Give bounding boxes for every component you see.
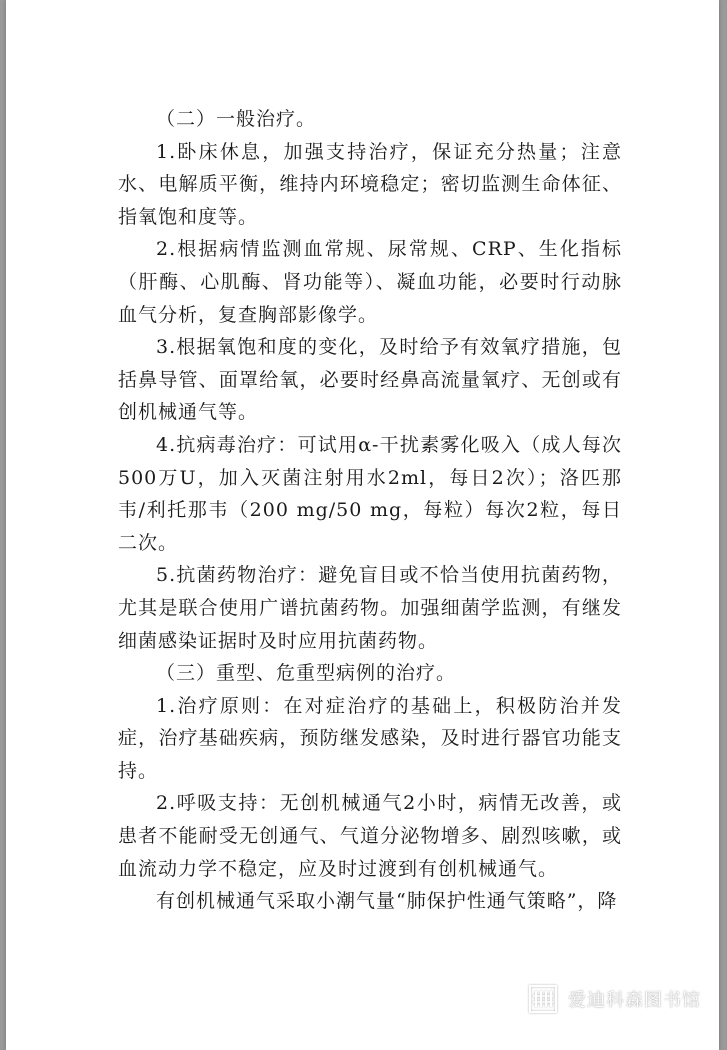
paragraph-general-1: 1.卧床休息，加强支持治疗，保证充分热量；注意水、电解质平衡，维持内环境稳定；密切监测生命体征、指氧饱和度等。 — [118, 140, 622, 228]
watermark — [528, 984, 701, 1014]
paragraph-general-4: 4.抗病毒治疗：可试用α-干扰素雾化吸入（成人每次500万U，加入灭菌注射用水2ml，每日2次）；洛匹那韦/利托那韦（200 mg/50 mg，每粒）每次2粒，每日二次。 — [118, 433, 622, 554]
document-page — [6, 0, 719, 1050]
watermark-text: 爱迪科森图书馆 — [568, 990, 701, 1011]
document-body — [118, 103, 622, 918]
section-heading-general-treatment: （二）一般治疗。 — [156, 108, 317, 130]
section-heading-severe-cases: （三）重型、危重型病例的治疗。 — [156, 662, 457, 685]
paragraph-severe-1: 1.治疗原则：在对症治疗的基础上，积极防治并发症，治疗基础疾病，预防继发感染，及时进行器官功能支持。 — [118, 694, 622, 782]
paragraph-general-3: 3.根据氧饱和度的变化，及时给予有效氧疗措施，包括鼻导管、面罩给氧，必要时经鼻高流量氧疗、无创或有创机械通气等。 — [118, 336, 622, 424]
paragraph-severe-3: 有创机械通气采取小潮气量“肺保护性通气策略”，降 — [156, 890, 618, 913]
library-logo-icon — [528, 984, 558, 1014]
paragraph-severe-2: 2.呼吸支持：无创机械通气2小时，病情无改善，或患者不能耐受无创通气、气道分泌物增多、剧烈咳嗽，或血流动力学不稳定，应及时过渡到有创机械通气。 — [118, 792, 622, 880]
paragraph-general-5: 5.抗菌药物治疗：避免盲目或不恰当使用抗菌药物，尤其是联合使用广谱抗菌药物。加强细菌学监测，有继发细菌感染证据时及时应用抗菌药物。 — [118, 564, 622, 652]
paragraph-general-2: 2.根据病情监测血常规、尿常规、CRP、生化指标（肝酶、心肌酶、肾功能等）、凝血功能，必要时行动脉血气分析，复查胸部影像学。 — [118, 238, 622, 326]
